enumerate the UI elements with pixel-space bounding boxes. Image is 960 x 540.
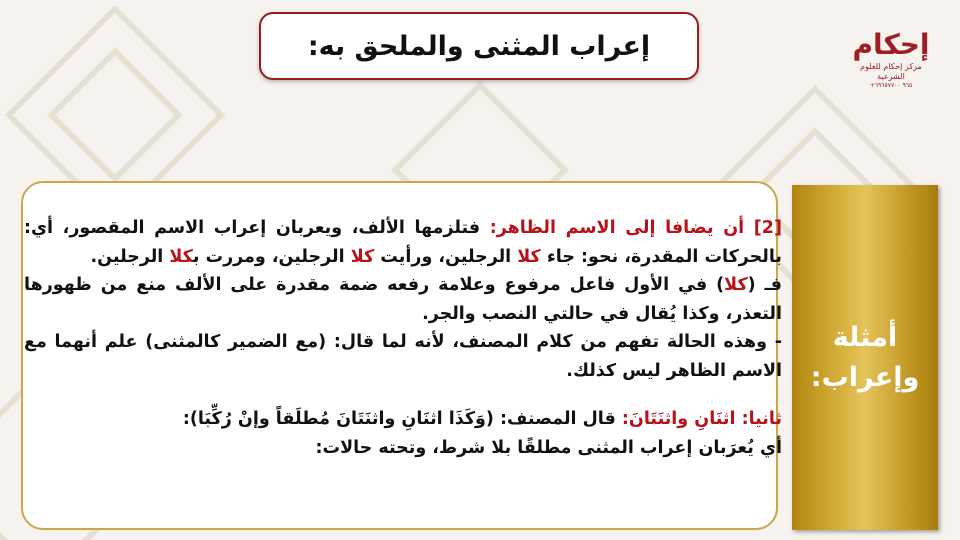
paragraph-4-text: قال المصنف: (وَكَذَا اثنَانِ واثنَتَانَ مُطلَقاً وإنْ رُكِّبَا): [182,409,622,429]
paragraph-1 [24,214,782,271]
side-label-panel [792,185,938,530]
logo-subtitle: مركز إحكام للعلوم الشرعية [860,62,922,81]
paragraph-1-text-3: الرجلين، ومررت ب [192,246,351,267]
section-label: ثانيا: اثنَانِ واثنَتَانَ: [621,409,782,429]
paragraph-3: - وهذه الحالة تفهم من كلام المصنف، لأنه لما قال: (مع الضمير كالمثنى) علم أنهما مع الاسم الظاهر ليس كذلك. [24,332,782,381]
side-label-line-2: وإعراب: [810,361,920,393]
side-label-line-1: أمثلة [832,321,898,353]
rule-label: [2] أن يضافا إلى الاسم الظاهر: [489,218,782,238]
content-text [24,214,782,462]
paragraph-1-text-2: الرجلين، ورأيت [374,246,518,267]
paragraph-1-text-4: الرجلين. [90,246,170,267]
highlight-word: كلا [724,275,748,295]
highlight-word: كلا [169,246,193,267]
paragraph-2-text: ) في الأول فاعل مرفوع وعلامة رفعه ضمة مقدرة على الألف منع من ظهورها التعذر، وكذا يُقال في حالتي النصب والجر. [24,275,782,324]
logo-phone: +٩٦٥ ٦٩٦٥٧٧٠٠ [869,82,913,89]
paragraph-5: أي يُعرَبان إعراب المثنى مطلقًا بلا شرط، وتحته حالات: [315,437,782,458]
highlight-word: كلا [350,246,375,267]
paragraph-2-pre: فـ ( [747,275,782,295]
paragraph-1-text: فتلزمها الألف، ويعربان إعراب الاسم المقصور، أي: بالحركات المقدرة، نحو: جاء [24,218,782,267]
highlight-word: كلا [517,246,541,267]
logo [846,20,936,100]
logo-mark: إحكام [852,28,930,61]
paragraph-2 [24,271,782,328]
paragraph-4 [24,405,782,434]
page-title: إعراب المثنى والملحق به: [259,12,699,80]
